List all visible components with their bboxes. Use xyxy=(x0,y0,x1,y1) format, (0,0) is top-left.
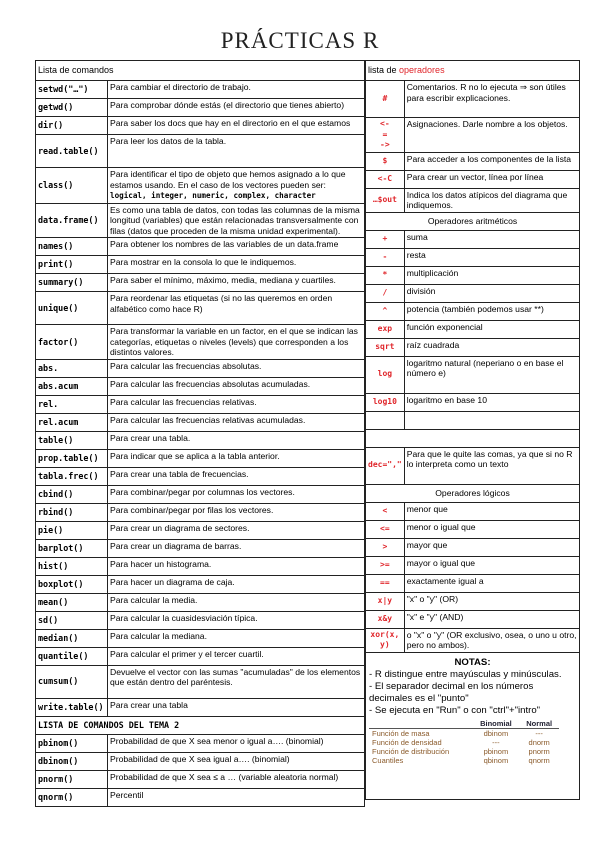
command-row xyxy=(36,629,365,647)
operator-description: Comentarios. R no lo ejecuta ⇒ son útiles para escribir explicaciones. xyxy=(404,81,579,118)
operator-row xyxy=(366,152,580,170)
operators-header-accent: operadores xyxy=(399,65,445,76)
description-text: Para crear una tabla. xyxy=(110,432,191,443)
logical-operators-title: Operadores lógicos xyxy=(366,484,580,502)
command-name: setwd("…") xyxy=(36,81,108,99)
operator-description: Para crear un vector, línea por línea xyxy=(404,170,579,188)
command-row xyxy=(36,135,365,168)
mini-cell: pnorm xyxy=(528,746,550,756)
command-name: table() xyxy=(36,431,108,449)
operator-description: logaritmo en base 10 xyxy=(404,393,579,411)
command-row xyxy=(36,647,365,665)
operator-description: función exponencial xyxy=(404,320,579,338)
description-text: Para saber el mínimo, máximo, media, mediana y cuartiles. xyxy=(110,275,336,285)
operator-symbol: <= xyxy=(366,520,405,538)
operator-symbol: + xyxy=(366,230,405,248)
command-description xyxy=(108,752,365,770)
description-text: Para crear un diagrama de sectores. xyxy=(110,522,250,533)
operator-row xyxy=(366,230,580,248)
operator-symbol: <- = -> xyxy=(366,118,405,153)
operators-header-prefix: lista de xyxy=(368,65,400,76)
mini-cell: Función de distribución xyxy=(372,746,450,756)
command-description xyxy=(108,788,365,806)
command-name: hist() xyxy=(36,557,108,575)
mini-row xyxy=(369,738,559,747)
operator-row xyxy=(366,188,580,212)
operator-symbol: log xyxy=(366,356,405,393)
mini-cell: Función de masa xyxy=(372,728,430,738)
command-description xyxy=(108,203,365,238)
operator-symbol: <-C xyxy=(366,170,405,188)
operator-symbol: - xyxy=(366,248,405,266)
description-text: Para transformar la variable en un factor, en el que se indican las categorías, etiquetas o niveles (levels) que corresponden a los distintos valores. xyxy=(110,326,358,357)
command-name: rel.acum xyxy=(36,413,108,431)
operator-symbol: # xyxy=(366,81,405,118)
command-description xyxy=(108,292,365,325)
notes-title: NOTAS: xyxy=(454,656,491,668)
operator-description: o "x" o "y" (OR exclusivo, osea, o uno u otro, pero no ambos). xyxy=(404,628,579,652)
command-description xyxy=(108,665,365,698)
command-name: data.frame() xyxy=(36,203,108,238)
command-description xyxy=(108,135,365,168)
description-text: Para indicar que se aplica a la tabla anterior. xyxy=(110,450,280,461)
command-name: write.table() xyxy=(36,698,108,716)
command-name: barplot() xyxy=(36,539,108,557)
command-name: quantile() xyxy=(36,647,108,665)
operator-symbol: sqrt xyxy=(366,338,405,356)
command-row xyxy=(36,238,365,256)
mini-header-row xyxy=(369,719,559,729)
command-description xyxy=(108,593,365,611)
operator-row xyxy=(366,520,580,538)
command-row xyxy=(36,203,365,238)
operator-row xyxy=(366,81,580,118)
command-row xyxy=(36,698,365,716)
command-name: getwd() xyxy=(36,99,108,117)
command-description xyxy=(108,99,365,117)
description-text: Es como una tabla de datos, con todas las columnas de la misma longitud (variables) que están relacionadas transversalmente con filas (datos que proceden de la misma unidad experimental). xyxy=(110,204,360,236)
notes-row xyxy=(366,652,580,799)
operator-row xyxy=(366,302,580,320)
notes-box xyxy=(366,652,580,799)
command-row xyxy=(36,359,365,377)
note-item: - Se ejecuta en "Run" o con "ctrl"+"intro" xyxy=(369,704,541,716)
command-name: names() xyxy=(36,238,108,256)
command-name: tabla.frec() xyxy=(36,467,108,485)
description-text: Para crear una tabla de frecuencias. xyxy=(110,468,249,479)
command-description xyxy=(108,698,365,716)
operator-symbol: > xyxy=(366,538,405,556)
description-text: Probabilidad de que X sea menor o igual a…. (binomial) xyxy=(110,735,324,746)
mini-cell: qbinom xyxy=(483,755,509,765)
description-text: Para mostrar en la consola lo que le indiquemos. xyxy=(110,257,297,267)
command-row xyxy=(36,593,365,611)
description-text: Para calcular las frecuencias absolutas acumuladas. xyxy=(110,378,311,389)
command-row xyxy=(36,770,365,788)
command-description xyxy=(108,168,365,204)
command-name: qnorm() xyxy=(36,788,108,806)
description-text: Para obtener los nombres de las variables de un data.frame xyxy=(110,239,339,249)
command-name: dbinom() xyxy=(36,752,108,770)
command-row xyxy=(36,117,365,135)
mini-cell: Función de densidad xyxy=(372,737,442,747)
operator-symbol: exp xyxy=(366,320,405,338)
command-name: sd() xyxy=(36,611,108,629)
operator-row xyxy=(366,170,580,188)
description-text: Para calcular las frecuencias absolutas. xyxy=(110,360,262,371)
command-row xyxy=(36,734,365,752)
mini-row xyxy=(369,756,559,765)
command-name: median() xyxy=(36,629,108,647)
description-text: Para hacer un diagrama de caja. xyxy=(110,576,235,587)
description-text: Percentil xyxy=(110,789,144,800)
operator-description: menor o igual que xyxy=(404,520,579,538)
operator-description: Para que le quite las comas, ya que si no R lo interpreta como un texto xyxy=(404,447,579,484)
command-description xyxy=(108,449,365,467)
operators-header xyxy=(366,61,580,81)
command-description xyxy=(108,629,365,647)
command-row xyxy=(36,788,365,806)
operator-description: multiplicación xyxy=(404,266,579,284)
operator-row xyxy=(366,556,580,574)
operator-row xyxy=(366,118,580,153)
commands-header: Lista de comandos xyxy=(36,61,365,81)
operator-row xyxy=(366,266,580,284)
command-description xyxy=(108,467,365,485)
operator-description: división xyxy=(404,284,579,302)
command-row xyxy=(36,611,365,629)
operator-symbol: x&y xyxy=(366,610,405,628)
operator-description: exactamente igual a xyxy=(404,574,579,592)
operator-description: "x" o "y" (OR) xyxy=(404,592,579,610)
command-row xyxy=(36,81,365,99)
mini-cell: --- xyxy=(492,737,500,747)
section-row xyxy=(366,484,580,502)
distribution-functions-table xyxy=(369,719,559,765)
operator-symbol xyxy=(366,411,405,429)
command-row xyxy=(36,99,365,117)
command-description xyxy=(108,117,365,135)
description-text: Para cambiar el directorio de trabajo. xyxy=(110,82,251,92)
page-title: PRÁCTICAS R xyxy=(220,28,380,53)
command-name: rbind() xyxy=(36,503,108,521)
operator-description: Indica los datos atípicos del diagrama que indiquemos. xyxy=(404,188,579,212)
arithmetic-operators-title: Operadores aritméticos xyxy=(366,212,580,230)
description-text: Devuelve el vector con las sumas "acumuladas" de los elementos que están dentro del paréntesis. xyxy=(110,666,361,687)
operator-row xyxy=(366,592,580,610)
command-row xyxy=(36,168,365,204)
operator-description: Asignaciones. Darle nombre a los objetos. xyxy=(404,118,579,153)
mini-row xyxy=(369,728,559,738)
command-row xyxy=(36,325,365,360)
operator-row xyxy=(366,610,580,628)
description-text: Para calcular las frecuencias relativas. xyxy=(110,396,257,407)
command-row xyxy=(36,377,365,395)
operator-symbol: log10 xyxy=(366,393,405,411)
command-description xyxy=(108,557,365,575)
note-item: - El separador decimal en los números decimales es el "punto" xyxy=(369,680,534,704)
operator-description: menor que xyxy=(404,502,579,520)
command-name: unique() xyxy=(36,292,108,325)
command-description xyxy=(108,81,365,99)
command-name: dir() xyxy=(36,117,108,135)
command-name: rel. xyxy=(36,395,108,413)
command-name: cbind() xyxy=(36,485,108,503)
description-text: Para calcular las frecuencias relativas acumuladas. xyxy=(110,414,306,425)
empty-cell xyxy=(366,429,580,447)
description-text: Para combinar/pegar por filas los vectores. xyxy=(110,504,274,515)
command-name: abs. xyxy=(36,359,108,377)
mini-cell: pbinom xyxy=(483,746,509,756)
command-description xyxy=(108,611,365,629)
command-row xyxy=(36,752,365,770)
command-description xyxy=(108,359,365,377)
command-row xyxy=(36,467,365,485)
section-tema2: LISTA DE COMANDOS DEL TEMA 2 xyxy=(36,716,365,734)
description-text: Para hacer un histograma. xyxy=(110,558,212,569)
operator-symbol: / xyxy=(366,284,405,302)
operator-row xyxy=(366,447,580,484)
command-row xyxy=(36,431,365,449)
description-text: Para crear una tabla xyxy=(110,699,188,710)
operator-row xyxy=(366,574,580,592)
operator-row xyxy=(366,320,580,338)
command-name: summary() xyxy=(36,274,108,292)
command-name: abs.acum xyxy=(36,377,108,395)
empty-row xyxy=(366,429,580,447)
command-row xyxy=(36,539,365,557)
command-name: read.table() xyxy=(36,135,108,168)
operator-row xyxy=(366,248,580,266)
description-text: Para leer los datos de la tabla. xyxy=(110,136,227,146)
operator-symbol: >= xyxy=(366,556,405,574)
operator-row xyxy=(366,356,580,393)
operator-description: mayor que xyxy=(404,538,579,556)
command-description xyxy=(108,575,365,593)
command-row xyxy=(36,292,365,325)
command-row xyxy=(36,503,365,521)
command-row xyxy=(36,557,365,575)
command-description xyxy=(108,325,365,360)
mini-cell: --- xyxy=(535,728,543,738)
description-text: Para comprobar dónde estás (el directorio que tienes abierto) xyxy=(110,100,345,110)
command-name: print() xyxy=(36,256,108,274)
command-row xyxy=(36,274,365,292)
mini-header-cell: Normal xyxy=(519,719,559,729)
operator-description: logaritmo natural (neperiano o en base el número e) xyxy=(404,356,579,393)
command-description xyxy=(108,377,365,395)
command-name: pbinom() xyxy=(36,734,108,752)
description-text: Para calcular la cuasidesviación típica. xyxy=(110,612,258,623)
section-row xyxy=(366,212,580,230)
operator-description: resta xyxy=(404,248,579,266)
command-description xyxy=(108,503,365,521)
command-name: cumsum() xyxy=(36,665,108,698)
command-description xyxy=(108,539,365,557)
command-description xyxy=(108,238,365,256)
operator-description: suma xyxy=(404,230,579,248)
operator-description: raíz cuadrada xyxy=(404,338,579,356)
operator-symbol: == xyxy=(366,574,405,592)
operator-symbol: …$out xyxy=(366,188,405,212)
mini-cell: Cuantiles xyxy=(372,755,404,765)
mini-header-cell xyxy=(369,719,472,729)
description-text: Probabilidad de que X sea igual a…. (binomial) xyxy=(110,753,290,764)
command-name: prop.table() xyxy=(36,449,108,467)
command-name: boxplot() xyxy=(36,575,108,593)
description-text: Para crear un diagrama de barras. xyxy=(110,540,242,551)
command-row xyxy=(36,485,365,503)
command-description xyxy=(108,413,365,431)
operator-row xyxy=(366,502,580,520)
operators-table xyxy=(365,60,580,800)
operator-description: "x" e "y" (AND) xyxy=(404,610,579,628)
mini-cell: qnorm xyxy=(528,755,550,765)
command-name: factor() xyxy=(36,325,108,360)
description-text: Para saber los docs que hay en el directorio en el que estamos xyxy=(110,118,351,128)
operator-symbol: dec="," xyxy=(366,447,405,484)
command-description xyxy=(108,734,365,752)
command-description xyxy=(108,647,365,665)
command-description xyxy=(108,431,365,449)
operator-symbol: * xyxy=(366,266,405,284)
operator-symbol: $ xyxy=(366,152,405,170)
description-text: Para identificar el tipo de objeto que hemos asignado a lo que estamos usando. En el caso de los vectores pueden ser: xyxy=(110,169,346,190)
command-row xyxy=(36,521,365,539)
command-description xyxy=(108,521,365,539)
command-row xyxy=(36,395,365,413)
operator-symbol: ^ xyxy=(366,302,405,320)
command-name: pnorm() xyxy=(36,770,108,788)
command-description xyxy=(108,485,365,503)
command-name: pie() xyxy=(36,521,108,539)
operator-symbol: x|y xyxy=(366,592,405,610)
operator-row xyxy=(366,628,580,652)
description-text: Para combinar/pegar por columnas los vectores. xyxy=(110,486,295,497)
command-name: mean() xyxy=(36,593,108,611)
command-row xyxy=(36,256,365,274)
command-description xyxy=(108,770,365,788)
operator-row xyxy=(366,411,580,429)
operator-symbol: xor(x, y) xyxy=(366,628,405,652)
note-item: - R distingue entre mayúsculas y minúsculas. xyxy=(369,668,562,680)
description-text: Para calcular la mediana. xyxy=(110,630,207,641)
description-text: Para reordenar las etiquetas (si no las queremos en orden alfabético como hace R) xyxy=(110,293,333,314)
operator-description: Para acceder a los componentes de la lista xyxy=(404,152,579,170)
commands-table xyxy=(35,60,365,807)
operator-symbol: < xyxy=(366,502,405,520)
command-row xyxy=(36,413,365,431)
description-text: Para calcular la media. xyxy=(110,594,198,605)
description-text: Probabilidad de que X sea ≤ a … (variable aleatoria normal) xyxy=(110,771,339,782)
operator-row xyxy=(366,393,580,411)
command-row xyxy=(36,575,365,593)
operator-row xyxy=(366,338,580,356)
section-row xyxy=(36,716,365,734)
mini-cell: dnorm xyxy=(528,737,550,747)
mini-header-cell: Binomial xyxy=(472,719,519,729)
command-row xyxy=(36,449,365,467)
mini-cell: dbinom xyxy=(483,728,509,738)
mini-row xyxy=(369,747,559,756)
command-description xyxy=(108,395,365,413)
operator-description: potencia (también podemos usar **) xyxy=(404,302,579,320)
command-row xyxy=(36,665,365,698)
operator-row xyxy=(366,284,580,302)
description-text: Para calcular el primer y el tercer cuartil. xyxy=(110,648,264,659)
operator-row xyxy=(366,538,580,556)
command-description xyxy=(108,274,365,292)
command-name: class() xyxy=(36,168,108,204)
operator-description xyxy=(404,411,579,429)
command-description xyxy=(108,256,365,274)
vector-types: logical, integer, numeric, complex, character xyxy=(110,191,316,200)
operator-description: mayor o igual que xyxy=(404,556,579,574)
